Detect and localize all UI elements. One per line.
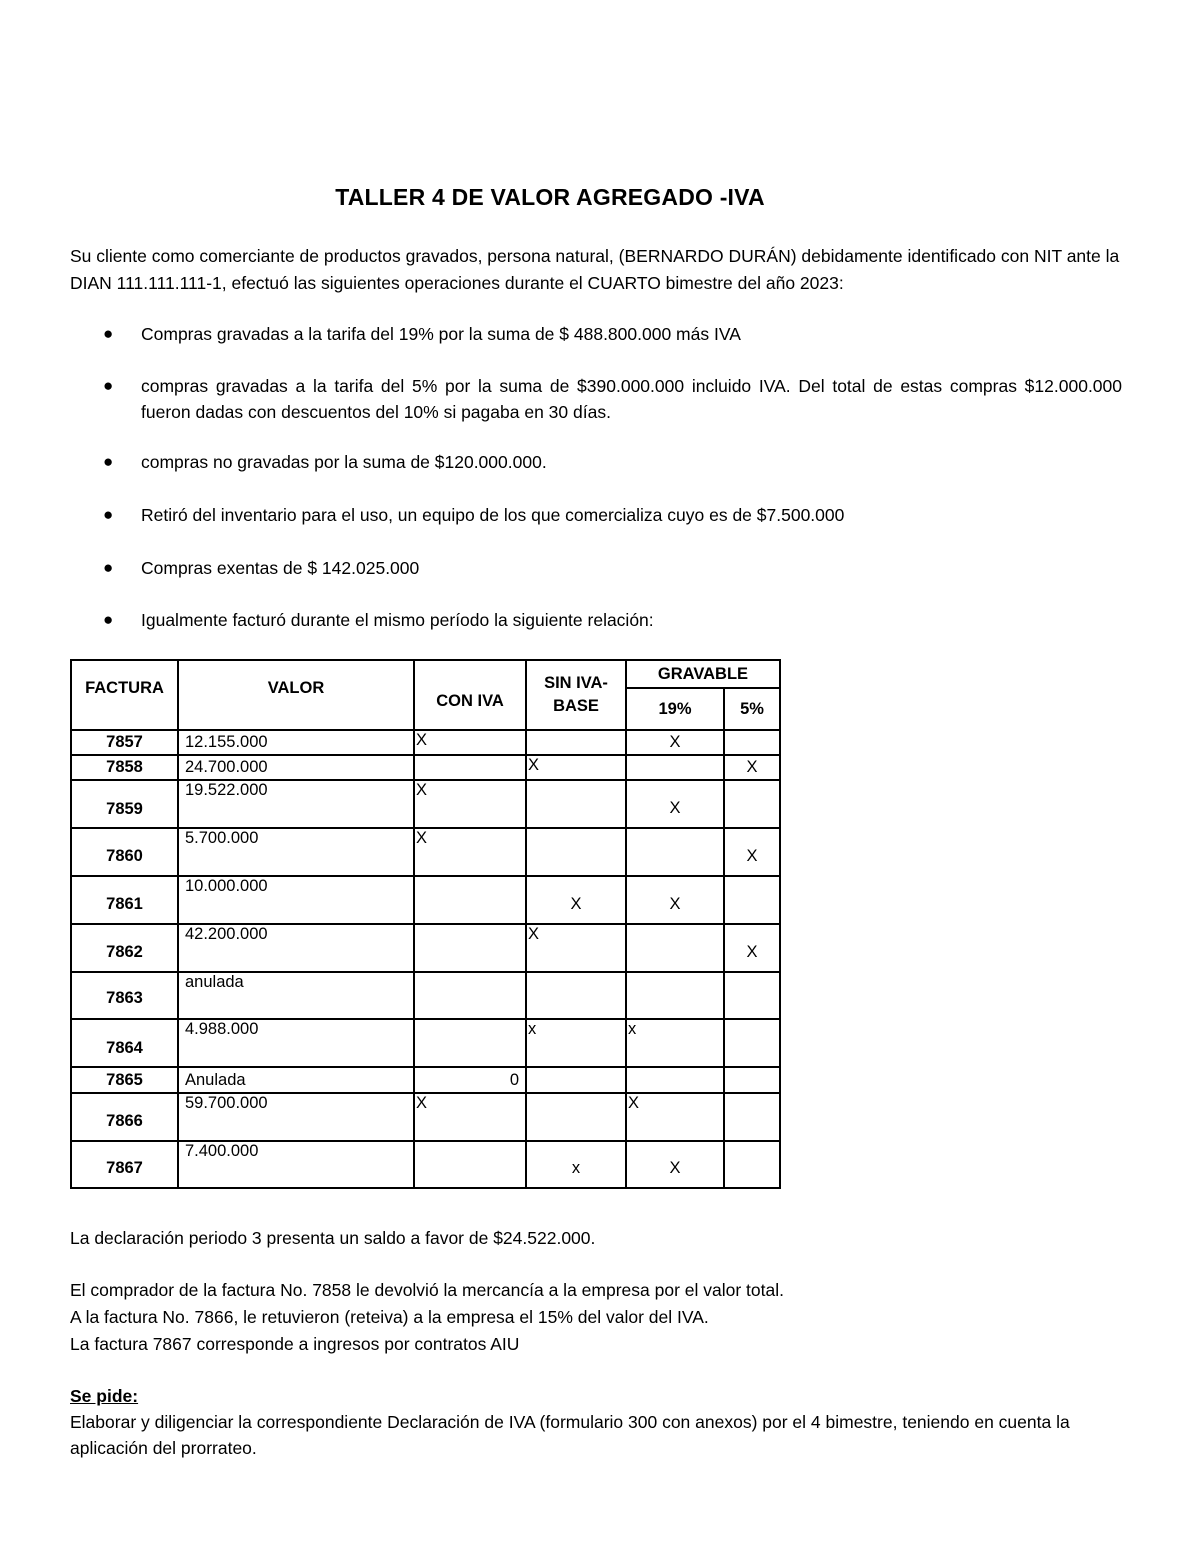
table-row <box>71 755 780 780</box>
cell-sin-iva <box>526 828 626 876</box>
cell-sin-iva <box>526 1067 626 1093</box>
cell-valor: Anulada <box>178 1067 414 1093</box>
cell-g19: X <box>626 1141 724 1188</box>
cell-g5 <box>724 1141 780 1188</box>
cell-g5 <box>724 876 780 924</box>
cell-g5 <box>724 780 780 828</box>
cell-factura: 7858 <box>71 755 178 780</box>
list-item-text: Igualmente facturó durante el mismo período la siguiente relación: <box>141 610 654 630</box>
cell-g5: X <box>724 828 780 876</box>
cell-con-iva: X <box>414 1093 526 1141</box>
cell-sin-iva: x <box>526 1141 626 1188</box>
cell-con-iva <box>414 876 526 924</box>
cell-g19 <box>626 924 724 972</box>
table-row <box>71 828 780 876</box>
cell-factura: 7857 <box>71 730 178 755</box>
cell-g19 <box>626 828 724 876</box>
list-item-text: compras gravadas a la tarifa del 5% por la suma de $390.000.000 incluido IVA. Del total de estas compras $12.000.000 fueron dadas con descuentos del 10% si pagaba en 30 días. <box>141 376 1122 422</box>
list-item-text: Compras gravadas a la tarifa del 19% por la suma de $ 488.800.000 más IVA <box>141 324 741 344</box>
cell-valor: 19.522.000 <box>178 780 414 828</box>
header-5: 5% <box>724 688 780 730</box>
cell-con-iva: X <box>414 828 526 876</box>
bullet-icon: ● <box>103 610 114 629</box>
cell-g5 <box>724 1093 780 1141</box>
cell-valor: 4.988.000 <box>178 1019 414 1067</box>
reteiva-paragraph: A la factura No. 7866, le retuvieron (reteiva) a la empresa el 15% del valor del IVA. <box>70 1307 709 1327</box>
cell-sin-iva <box>526 1093 626 1141</box>
cell-valor: 42.200.000 <box>178 924 414 972</box>
cell-g19: X <box>626 876 724 924</box>
cell-con-iva: X <box>414 780 526 828</box>
cell-factura: 7863 <box>71 972 178 1019</box>
cell-valor: 59.700.000 <box>178 1093 414 1141</box>
cell-valor: 7.400.000 <box>178 1141 414 1188</box>
list-item-text: Retiró del inventario para el uso, un equipo de los que comercializa cuyo es de $7.500.000 <box>141 505 845 525</box>
cell-g5: X <box>724 924 780 972</box>
bullet-icon: ● <box>103 558 114 577</box>
cell-sin-iva <box>526 730 626 755</box>
header-gravable: GRAVABLE <box>626 660 780 688</box>
invoice-table <box>70 659 781 1189</box>
cell-g19 <box>626 972 724 1019</box>
cell-factura: 7865 <box>71 1067 178 1093</box>
cell-factura: 7862 <box>71 924 178 972</box>
bullet-icon: ● <box>103 376 114 395</box>
bullet-icon: ● <box>103 505 114 524</box>
table-row <box>71 972 780 1019</box>
cell-valor: 12.155.000 <box>178 730 414 755</box>
cell-factura: 7859 <box>71 780 178 828</box>
cell-g5 <box>724 1067 780 1093</box>
aiu-paragraph: La factura 7867 corresponde a ingresos por contratos AIU <box>70 1334 520 1354</box>
cell-g19 <box>626 1067 724 1093</box>
table-row <box>71 1019 780 1067</box>
cell-g19: X <box>626 1093 724 1141</box>
cell-con-iva <box>414 755 526 780</box>
cell-factura: 7861 <box>71 876 178 924</box>
table-row <box>71 876 780 924</box>
se-pide-label: Se pide: <box>70 1386 139 1406</box>
header-factura: FACTURA <box>71 660 178 730</box>
header-19: 19% <box>626 688 724 730</box>
header-sin-iva-base: SIN IVA-BASE <box>526 660 626 730</box>
cell-factura: 7867 <box>71 1141 178 1188</box>
saldo-paragraph: La declaración periodo 3 presenta un saldo a favor de $24.522.000. <box>70 1228 596 1248</box>
cell-factura: 7866 <box>71 1093 178 1141</box>
table-row <box>71 1093 780 1141</box>
table-row <box>71 924 780 972</box>
cell-valor: 24.700.000 <box>178 755 414 780</box>
cell-g19 <box>626 755 724 780</box>
cell-valor: anulada <box>178 972 414 1019</box>
header-con-iva: CON IVA <box>414 660 526 730</box>
cell-sin-iva: x <box>526 1019 626 1067</box>
cell-factura: 7860 <box>71 828 178 876</box>
table-row <box>71 1141 780 1188</box>
cell-con-iva: 0 <box>414 1067 526 1093</box>
cell-g5: X <box>724 755 780 780</box>
cell-con-iva: X <box>414 730 526 755</box>
cell-con-iva <box>414 1019 526 1067</box>
cell-sin-iva <box>526 972 626 1019</box>
table-row <box>71 1067 780 1093</box>
header-valor: VALOR <box>178 660 414 730</box>
cell-g5 <box>724 1019 780 1067</box>
intro-paragraph: Su cliente como comerciante de productos gravados, persona natural, (BERNARDO DURÁN) debidamente identificado con NIT ante la DIAN 111.111.111-1, efectuó las siguientes operaciones durante el CUARTO bimestre del año 2023: <box>70 246 1120 293</box>
table-row <box>71 730 780 755</box>
document-title: TALLER 4 DE VALOR AGREGADO -IVA <box>335 184 765 210</box>
cell-g5 <box>724 972 780 1019</box>
cell-g19: x <box>626 1019 724 1067</box>
cell-sin-iva: X <box>526 755 626 780</box>
cell-valor: 10.000.000 <box>178 876 414 924</box>
cell-sin-iva: X <box>526 924 626 972</box>
list-item-text: compras no gravadas por la suma de $120.000.000. <box>141 452 547 472</box>
cell-con-iva <box>414 1141 526 1188</box>
bullet-icon: ● <box>103 324 114 343</box>
cell-sin-iva <box>526 780 626 828</box>
devolucion-paragraph: El comprador de la factura No. 7858 le devolvió la mercancía a la empresa por el valor total. <box>70 1280 784 1300</box>
cell-valor: 5.700.000 <box>178 828 414 876</box>
cell-g19: X <box>626 730 724 755</box>
cell-g5 <box>724 730 780 755</box>
cell-sin-iva: X <box>526 876 626 924</box>
se-pide-paragraph: Elaborar y diligenciar la correspondiente Declaración de IVA (formulario 300 con anexos) por el 4 bimestre, teniendo en cuenta la aplicación del prorrateo. <box>70 1412 1070 1458</box>
cell-g19: X <box>626 780 724 828</box>
cell-con-iva <box>414 972 526 1019</box>
cell-factura: 7864 <box>71 1019 178 1067</box>
cell-con-iva <box>414 924 526 972</box>
list-item-text: Compras exentas de $ 142.025.000 <box>141 558 420 578</box>
table-row <box>71 780 780 828</box>
bullet-icon: ● <box>103 452 114 471</box>
